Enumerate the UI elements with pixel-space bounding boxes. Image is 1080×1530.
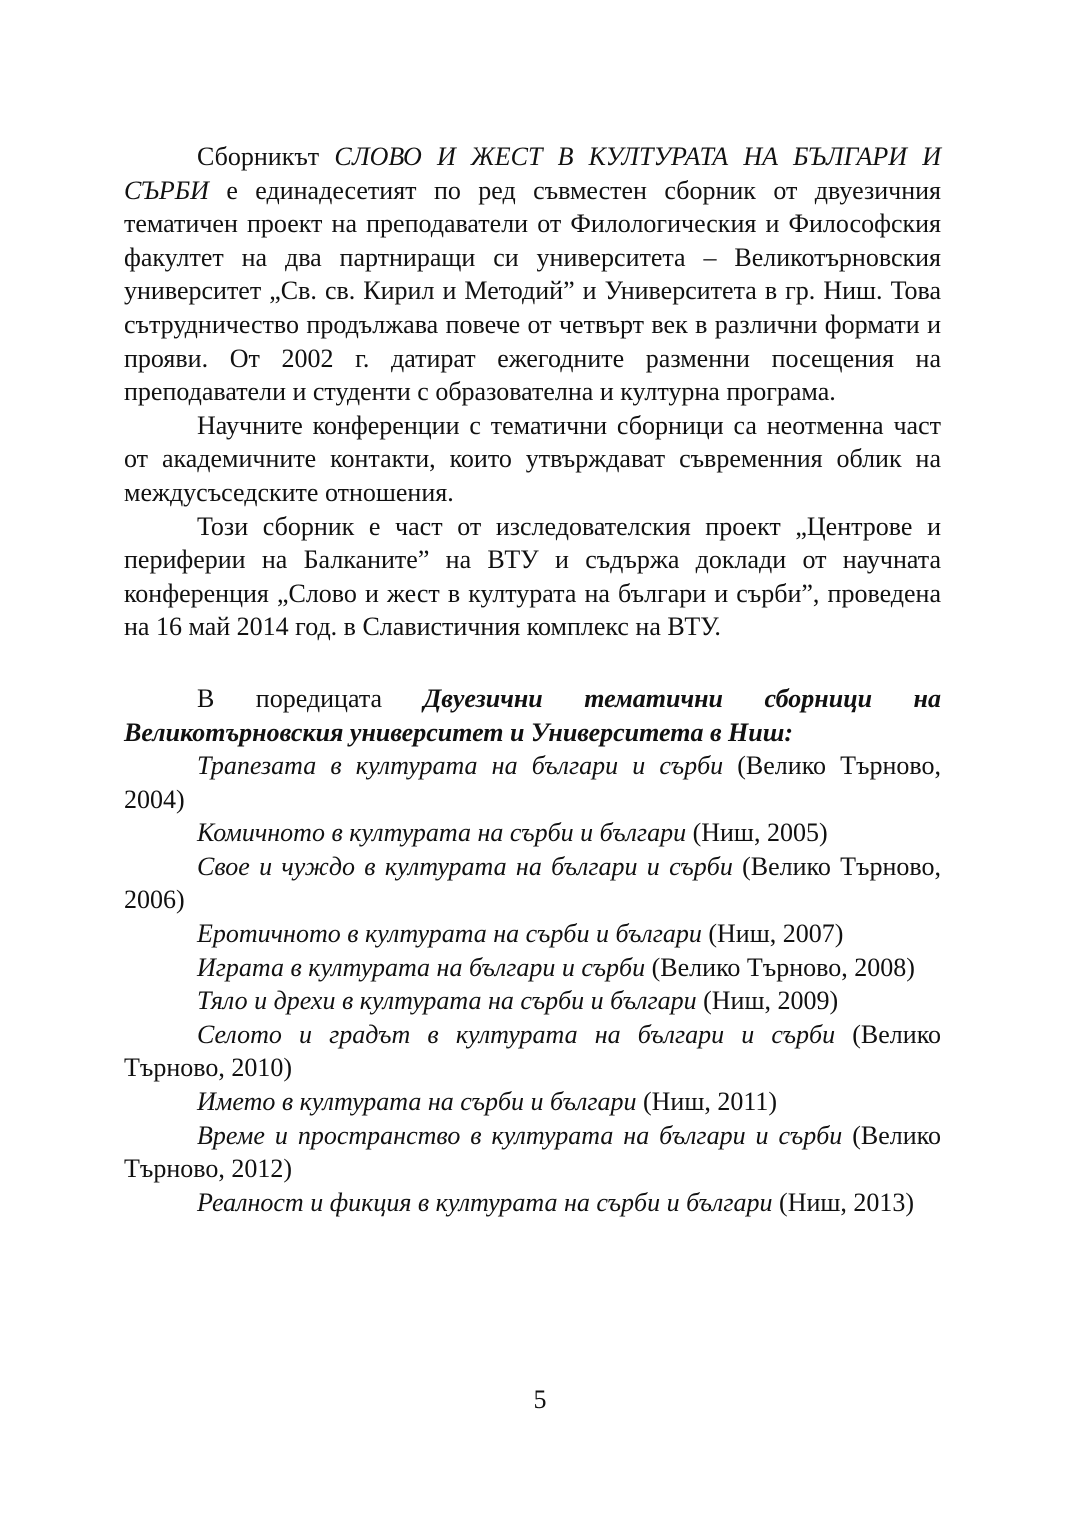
series-item-title: Комичното в културата на сърби и българи <box>197 818 687 848</box>
intro-paragraph-3: Този сборник е част от изследователския проект „Центрове и периферии на Балканите” на ВТУ и съдържа доклади от научната конференция „Слово и жест в културата на българи и сърби”, проведена на 16 май 2014 год. в Славистичния комплекс на ВТУ. <box>124 511 941 642</box>
series-item-title: Свое и чуждо в културата на българи и сърби <box>197 851 733 881</box>
series-item <box>124 816 941 850</box>
series-item-publication: (Велико Търново, 2006) <box>124 851 941 915</box>
series-item <box>124 1186 941 1220</box>
series-item-title: Селото и градът в културата на българи и сърби <box>197 1019 836 1049</box>
document-page <box>124 140 941 1219</box>
series-item <box>124 1085 941 1119</box>
series-item <box>124 850 941 917</box>
intro-paragraph-2: Научните конференции с тематични сборници са неотменна част от академичните контакти, които утвърждават съвременния облик на междусъседските отношения. <box>124 410 941 507</box>
intro-body: е единадесетият по ред съвместен сборник от двуезичния тематичен проект на преподаватели от Филологическия и Философския факултет на два партниращи си университета – Великотърновския университет „Св. св. Кирил и Методий” и Университета в гр. Ниш. Това сътрудничество продължава повече от четвърт век в различни формати и прояви. От 2002 г. датират ежегодните разменни посещения на преподаватели и студенти с образователна и културна програма. <box>124 175 941 407</box>
series-item-title: Името в културата на сърби и българи <box>197 1087 637 1117</box>
series-item <box>124 984 941 1018</box>
series-item-publication: (Ниш, 2011) <box>636 1087 778 1117</box>
series-item <box>124 917 941 951</box>
series-item-title: Реалност и фикция в културата на сърби и българи <box>197 1187 773 1217</box>
series-lead: В поредицата <box>197 683 424 713</box>
series-item-publication: (Велико Търново, 2012) <box>124 1120 941 1184</box>
series-title: Двуезични тематични сборници на Великотърновския университет и Университета в Ниш: <box>124 683 941 747</box>
series-item-publication: (Ниш, 2007) <box>701 919 844 949</box>
series-item-publication: (Велико Търново, 2010) <box>124 1019 941 1083</box>
series-item <box>124 951 941 985</box>
intro-paragraph-1 <box>124 140 941 409</box>
section-spacer <box>124 644 941 682</box>
series-item-title: Трапезата в културата на българи и сърби <box>197 751 724 781</box>
series-item-publication: (Велико Търново, 2008) <box>645 952 915 982</box>
series-item-publication: (Ниш, 2013) <box>772 1187 915 1217</box>
series-item <box>124 1018 941 1085</box>
series-item-title: Играта в културата на българи и сърби <box>197 952 646 982</box>
series-item <box>124 1119 941 1186</box>
series-item-publication: (Ниш, 2005) <box>686 818 828 848</box>
series-item-title: Еротичното в културата на сърби и българи <box>197 919 702 949</box>
series-item-title: Тяло и дрехи в културата на сърби и българи <box>197 986 697 1016</box>
collection-title: СЛОВО И ЖЕСТ В КУЛТУРАТА НА БЪЛГАРИ И СЪРБИ <box>124 142 941 205</box>
series-item <box>124 749 941 816</box>
series-item-title: Време и пространство в културата на българи и сърби <box>197 1120 843 1150</box>
intro-lead: Сборникът <box>197 142 335 171</box>
series-heading <box>124 682 941 749</box>
page-number: 5 <box>533 1385 547 1414</box>
series-item-publication: (Велико Търново, 2004) <box>124 751 941 814</box>
series-item-publication: (Ниш, 2009) <box>696 986 839 1016</box>
